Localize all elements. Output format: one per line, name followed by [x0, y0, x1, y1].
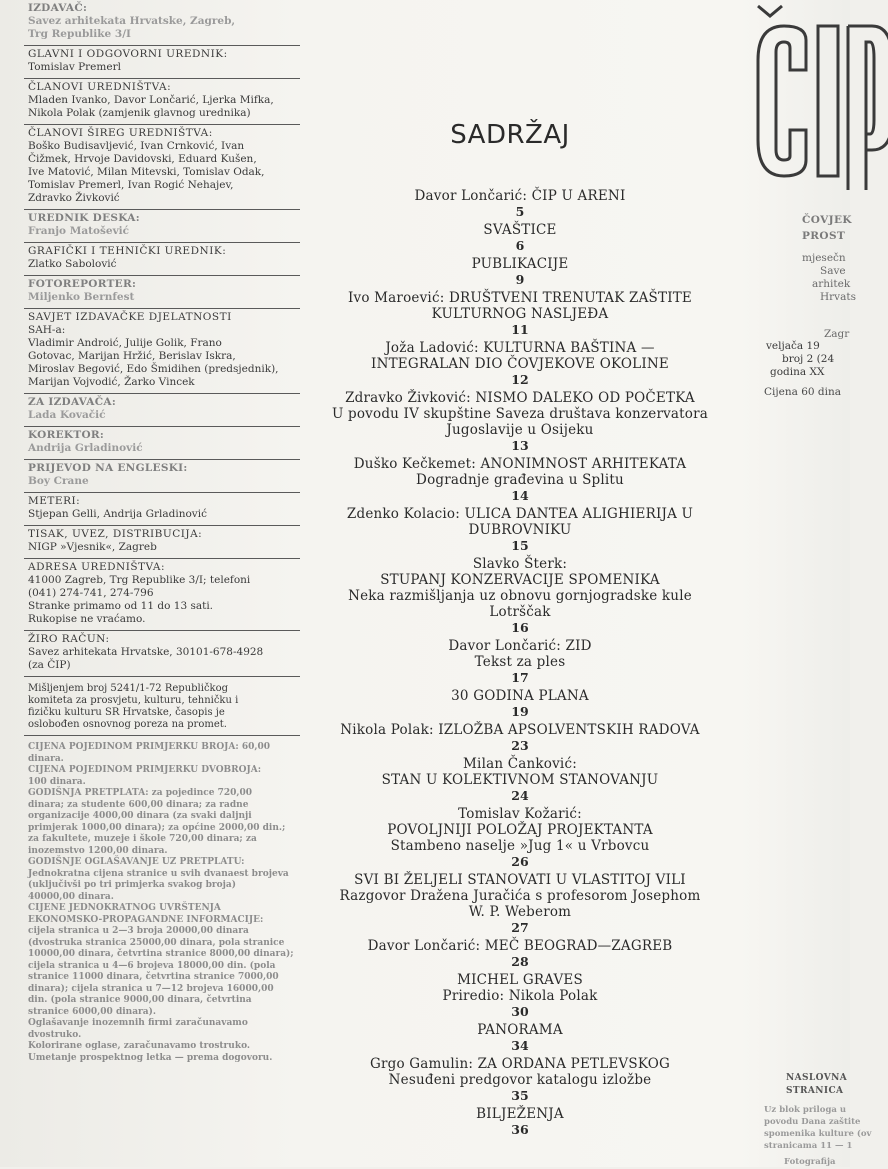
toc-page-number: 36 — [511, 1122, 529, 1137]
table-of-contents — [300, 120, 740, 1140]
masthead-section — [24, 559, 300, 631]
toc-entry — [300, 1022, 740, 1054]
price-line: CIJENA POJEDINOM PRIMJERKU BROJA: 60,00 — [28, 742, 271, 752]
toc-entry-line: Slavko Šterk: — [472, 556, 568, 572]
masthead-section — [24, 46, 300, 79]
toc-page-number: 6 — [515, 238, 525, 253]
toc-entry-line: Duško Kečkemet: ANONIMNOST ARHITEKATA — [353, 456, 687, 472]
toc-entry-line: Tomislav Kožarić: — [458, 806, 582, 822]
subtitle-line-1: ČOVJEK — [802, 214, 852, 226]
toc-entry-line: U povodu IV skupštine Saveza društava konzervatora — [331, 406, 709, 422]
info-line-1: mjesečn — [802, 252, 846, 264]
toc-entry-line: Davor Lončarić: ZID — [448, 638, 592, 654]
toc-entry-line: PUBLIKACIJE — [471, 256, 569, 272]
toc-entry-line: Razgovor Dražena Juračića s profesorom Josephom — [339, 888, 701, 904]
masthead-line: Franjo Matošević — [28, 225, 130, 237]
masthead-line: Stranke primamo od 11 do 13 sati. — [28, 600, 214, 612]
info-line-3: arhitek — [812, 278, 851, 290]
toc-entry-line: Nikola Polak: IZLOŽBA APSOLVENTSKIH RADOVA — [340, 722, 700, 738]
masthead-heading: SAVJET IZDAVAČKE DJELATNOSTI — [28, 311, 232, 323]
toc-entry-line: STAN U KOLEKTIVNOM STANOVANJU — [381, 772, 659, 788]
masthead-section — [24, 243, 300, 276]
masthead-heading: GLAVNI I ODGOVORNI UREDNIK: — [28, 48, 228, 60]
price-line: dinara); cijela stranica u 7—12 brojeva 16000,00 — [28, 983, 274, 994]
notice-line: komiteta za prosvjetu, kulturu, tehničku i — [28, 695, 239, 706]
price-line: GODIŠNJA PRETPLATA: za pojedince 720,00 — [28, 788, 253, 798]
issue-line-3: broj 2 (24 — [782, 353, 835, 365]
toc-entry-line: SVAŠTICE — [483, 222, 557, 238]
masthead-line: Mladen Ivanko, Davor Lončarić, Ljerka Mifka, — [28, 94, 274, 106]
toc-entry-line: BILJEŽENJA — [476, 1106, 564, 1122]
toc-entry-line: W. P. Weberom — [468, 904, 572, 920]
toc-entry — [300, 1056, 740, 1104]
masthead-line: Savez arhitekata Hrvatske, 30101-678-4928 — [28, 646, 264, 658]
masthead-line: Boy Crane — [28, 475, 89, 487]
masthead-section — [24, 125, 300, 210]
masthead-heading: ADRESA UREDNIŠTVA: — [28, 561, 166, 573]
price-line: 40000,00 dinara. — [28, 891, 114, 902]
toc-entry — [300, 188, 740, 220]
toc-entry — [300, 390, 740, 454]
toc-page-number: 15 — [511, 538, 529, 553]
masthead-section — [24, 493, 300, 526]
masthead-line: Miljenko Bernfest — [28, 291, 135, 303]
masthead-line: Zdravko Živković — [28, 192, 120, 204]
masthead-section — [24, 0, 300, 46]
masthead-line: Trg Republike 3/I — [28, 28, 131, 40]
toc-entry-line: Lotrščak — [489, 604, 551, 620]
price-line: Kolorirane oglase, zaračunavamo trostruko. — [28, 1041, 251, 1051]
masthead-section — [24, 79, 300, 125]
toc-entry-line: Zdravko Živković: NISMO DALEKO OD POČETKA — [345, 390, 695, 406]
toc-entry-line: Grgo Gamulin: ZA ORDANA PETLEVSKOG — [369, 1056, 670, 1072]
toc-page-number: 23 — [511, 738, 529, 753]
toc-entry-line: Milan Čanković: — [463, 756, 577, 772]
toc-entry-line: Nesuđeni predgovor katalogu izložbe — [388, 1072, 652, 1088]
toc-entry — [300, 506, 740, 554]
masthead-line: Čižmek, Hrvoje Davidovski, Eduard Kušen, — [28, 153, 257, 165]
contents-title: SADRŽAJ — [450, 120, 570, 150]
toc-entry-line: Joža Ladović: KULTURNA BAŠTINA — — [385, 340, 655, 356]
toc-page-number: 30 — [511, 1004, 529, 1019]
toc-entry-line: POVOLJNIJI POLOŽAJ PROJEKTANTA — [387, 822, 653, 838]
toc-entry — [300, 556, 740, 636]
price-line: CIJENE JEDNOKRATNOG UVRŠTENJA — [28, 903, 221, 913]
toc-entry — [300, 256, 740, 288]
masthead-heading: PRIJEVOD NA ENGLESKI: — [28, 462, 188, 474]
masthead-heading: TISAK, UVEZ, DISTRIBUCIJA: — [28, 528, 203, 540]
info-line-2: Save — [820, 265, 846, 277]
masthead-line: Vladimir Androić, Julije Golik, Frano — [28, 337, 222, 349]
masthead-line: Miroslav Begović, Edo Šmidihen (predsjednik), — [28, 363, 279, 375]
masthead-line: Marijan Vojvodić, Žarko Vincek — [28, 376, 195, 388]
price-line: Jednokratna cijena stranice u svih dvanaest brojeva — [28, 868, 289, 879]
price-line: dvostruko. — [28, 1029, 82, 1040]
toc-entry — [300, 1106, 740, 1138]
toc-entry — [300, 722, 740, 754]
toc-page-number: 5 — [515, 204, 525, 219]
masthead-heading: METERI: — [28, 495, 81, 507]
price-line: organizacije 4000,00 dinara (za svaki daljnji — [28, 811, 252, 821]
masthead-line: (za ČIP) — [28, 659, 71, 671]
price-line: primjerak 1000,00 dinara); za općine 2000,00 din.; — [28, 822, 286, 833]
price-line: cijela stranica u 4—6 brojeva 18000,00 din. (pola — [28, 960, 276, 971]
masthead-line: Tomislav Premerl, Ivan Rogić Nehajev, — [28, 179, 234, 191]
issue-line-2: veljača 19 — [766, 340, 820, 352]
toc-entry — [300, 872, 740, 936]
masthead-section — [24, 210, 300, 243]
subtitle-line-2: PROST — [802, 230, 846, 242]
toc-page-number: 26 — [511, 854, 529, 869]
notice-line: fizičku kulturu SR Hrvatske, časopis je — [28, 707, 225, 718]
cover-text-3: spomenika kulture (ov — [764, 1129, 872, 1139]
toc-entry-line: STUPANJ KONZERVACIJE SPOMENIKA — [380, 572, 660, 588]
toc-entry — [300, 340, 740, 388]
toc-page-number: 35 — [511, 1088, 529, 1103]
toc-page-number: 12 — [511, 372, 529, 387]
price-line: Oglašavanje inozemnih firmi zaračunavamo — [28, 1018, 248, 1028]
toc-entry-line: Jugoslavije u Osijeku — [446, 422, 594, 438]
masthead-line: (041) 274-741, 274-796 — [28, 587, 154, 599]
price-line: dinara; za studente 600,00 dinara; za radne — [28, 799, 249, 810]
toc-entry-line: INTEGRALAN DIO ČOVJEKOVE OKOLINE — [371, 356, 669, 372]
toc-page-number: 19 — [511, 704, 529, 719]
toc-page-number: 24 — [511, 788, 529, 803]
masthead-heading: ČLANOVI UREDNIŠTVA: — [28, 81, 172, 93]
toc-entry — [300, 756, 740, 804]
toc-entry — [300, 688, 740, 720]
price-line: (dvostruka stranica 25000,00 dinara, pola stranice — [28, 937, 285, 948]
masthead-line: Savez arhitekata Hrvatske, Zagreb, — [28, 15, 236, 27]
price-line: Cijena 60 dina — [764, 386, 842, 398]
toc-entry-line: Dogradnje građevina u Splitu — [416, 472, 624, 488]
price-line: dinara. — [28, 753, 64, 764]
toc-page-number: 13 — [511, 438, 529, 453]
toc-entry-line: Priredio: Nikola Polak — [442, 988, 598, 1004]
masthead-section — [24, 631, 300, 677]
magazine-info-column — [740, 0, 872, 1167]
issue-line-4: godina XX — [770, 366, 825, 378]
toc-entry — [300, 456, 740, 504]
toc-entry — [300, 290, 740, 338]
masthead-line: SAH-a: — [28, 324, 66, 336]
price-line: 10000,00 dinara, četvrtina stranice 8000,00 dinara); — [28, 949, 294, 959]
toc-entry-line: Zdenko Kolacio: ULICA DANTEA ALIGHIERIJA U — [346, 506, 694, 522]
masthead-heading: KOREKTOR: — [28, 429, 105, 441]
masthead-line: Lada Kovačić — [28, 409, 106, 421]
toc-page-number: 9 — [515, 272, 525, 287]
toc-entry-line: Davor Lončarić: ČIP U ARENI — [414, 188, 626, 204]
price-line: Umetanje prospektnog letka — prema dogovoru. — [28, 1052, 273, 1063]
masthead-section — [24, 394, 300, 427]
masthead-line: Rukopise ne vraćamo. — [28, 613, 146, 625]
toc-entry — [300, 638, 740, 686]
toc-page-number: 11 — [511, 322, 529, 337]
price-line: CIJENA POJEDINOM PRIMJERKU DVOBROJA: — [28, 765, 262, 775]
cip-logo — [748, 0, 888, 190]
masthead-column — [24, 0, 300, 1167]
cover-text-4: stranicama 11 — 1 — [764, 1141, 853, 1151]
toc-entry-line: Tekst za ples — [474, 654, 566, 670]
issue-line-1: Zagr — [824, 328, 850, 340]
price-line: din. (pola stranice 9000,00 dinara, četvrtina — [28, 995, 252, 1005]
toc-page-number: 28 — [511, 954, 529, 969]
price-line: za fakultete, muzeje i škole 720,00 dinara; za — [28, 834, 257, 844]
price-line: (uključivši po tri primjerka svakog broja) — [28, 880, 236, 890]
masthead-heading: ŽIRO RAČUN: — [28, 633, 110, 645]
toc-entry-line: Ivo Maroević: DRUŠTVENI TRENUTAK ZAŠTITE — [347, 290, 692, 306]
toc-entry-line: MICHEL GRAVES — [457, 972, 583, 988]
toc-entry-line: 30 GODINA PLANA — [451, 688, 589, 704]
toc-page-number: 14 — [511, 488, 529, 503]
toc-entry — [300, 938, 740, 970]
masthead-section — [24, 526, 300, 559]
masthead-heading: UREDNIK DESKA: — [28, 212, 140, 224]
price-line: stranice 11000 dinara, četvrtina stranice 7000,00 — [28, 972, 279, 982]
toc-entry-line: PANORAMA — [477, 1022, 563, 1038]
toc-entry-line: Davor Lončarić: MEČ BEOGRAD—ZAGREB — [367, 938, 673, 954]
masthead-line: Gotovac, Marijan Hržić, Berislav Iskra, — [28, 350, 236, 362]
masthead-heading: ZA IZDAVAČA: — [28, 396, 116, 408]
toc-page-number: 34 — [511, 1038, 529, 1053]
tax-notice — [24, 677, 300, 736]
toc-entry-line: Stambeno naselje »Jug 1« u Vrbovcu — [390, 838, 650, 854]
masthead-line: Zlatko Sabolović — [28, 258, 117, 270]
price-line: EKONOMSKO-PROPAGANDNE INFORMACIJE: — [28, 914, 264, 925]
masthead-section — [24, 460, 300, 493]
toc-entry-line: DUBROVNIKU — [468, 522, 572, 538]
toc-entry-line: SVI BI ŽELJELI STANOVATI U VLASTITOJ VILI — [354, 872, 686, 888]
cover-heading-1: NASLOVNA — [786, 1073, 848, 1083]
price-list — [24, 736, 300, 1064]
masthead-section — [24, 309, 300, 394]
toc-page-number: 17 — [511, 670, 529, 685]
masthead-line: Andrija Grladinović — [28, 442, 143, 454]
masthead-line: Nikola Polak (zamjenik glavnog urednika) — [28, 107, 251, 119]
masthead-line: Tomislav Premerl — [28, 61, 121, 73]
price-line: cijela stranica u 2—3 broja 20000,00 dinara — [28, 926, 249, 936]
toc-page-number: 27 — [511, 920, 529, 935]
toc-entry — [300, 972, 740, 1020]
masthead-line: NIGP »Vjesnik«, Zagreb — [28, 541, 157, 553]
cover-heading-2: STRANICA — [786, 1086, 844, 1096]
toc-entry-line: KULTURNOG NASLJEĐA — [431, 306, 609, 322]
toc-page-number: 16 — [511, 620, 529, 635]
toc-entry — [300, 806, 740, 870]
price-line: stranice 6000,00 dinara). — [28, 1006, 156, 1017]
toc-entry-line: Neka razmišljanja uz obnovu gornjogradske kule — [348, 588, 692, 604]
masthead-heading: GRAFIČKI I TEHNIČKI UREDNIK: — [28, 245, 227, 257]
masthead-line: Ive Matović, Milan Mitevski, Tomislav Odak, — [28, 166, 265, 178]
notice-line: oslobođen osnovnog poreza na promet. — [28, 719, 227, 730]
toc-list — [300, 188, 740, 1138]
toc-entry — [300, 222, 740, 254]
masthead-section — [24, 276, 300, 309]
cover-text-2: povodu Dana zaštite — [764, 1117, 861, 1127]
notice-line: Mišljenjem broj 5241/1-72 Republičkog — [28, 683, 229, 694]
price-line: 100 dinara. — [28, 776, 86, 787]
masthead-heading: IZDAVAČ: — [28, 2, 88, 14]
price-line: inozemstvo 1200,00 dinara. — [28, 845, 168, 856]
masthead-heading: FOTOREPORTER: — [28, 278, 137, 290]
masthead-line: 41000 Zagreb, Trg Republike 3/I; telefoni — [28, 574, 251, 586]
masthead-line: Boško Budisavljević, Ivan Crnković, Ivan — [28, 140, 245, 152]
masthead-section — [24, 427, 300, 460]
cover-text-5: Fotografija — [784, 1157, 836, 1167]
price-line: GODIŠNJE OGLAŠAVANJE UZ PRETPLATU: — [28, 857, 245, 867]
info-line-4: Hrvats — [820, 291, 856, 303]
cover-text-1: Uz blok priloga u — [764, 1105, 847, 1115]
masthead-heading: ČLANOVI ŠIREG UREDNIŠTVA: — [28, 127, 213, 139]
masthead-line: Stjepan Gelli, Andrija Grladinović — [28, 508, 207, 520]
